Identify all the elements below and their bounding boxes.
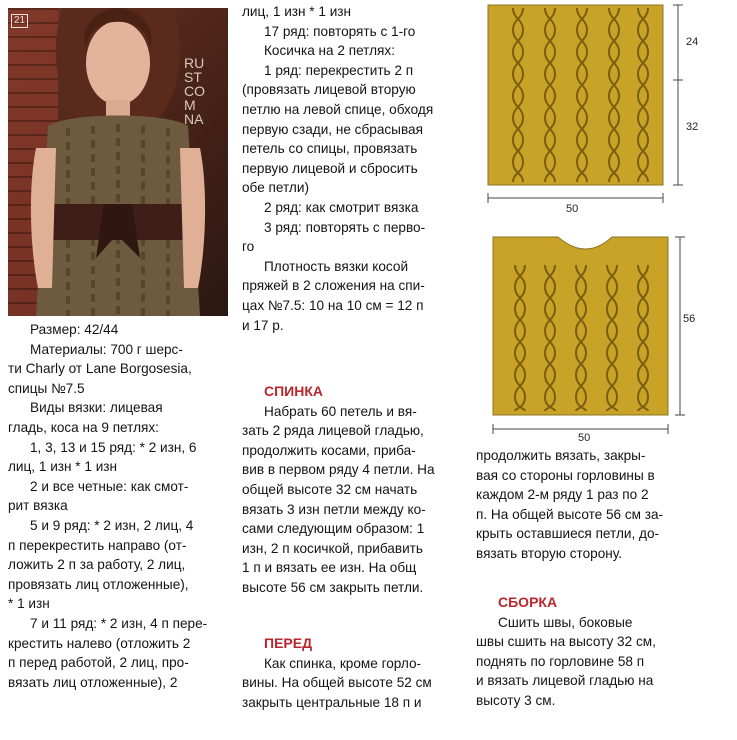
text-line: п перекрестить направо (от-: [8, 537, 187, 553]
text-line: Размер: 42/44: [30, 322, 119, 337]
text-line: 2 ряд: как смотрит вязка: [264, 199, 419, 215]
text-line: ложить 2 п за работу, 2 лиц,: [8, 557, 186, 573]
text-line: первую сзади, не сбрасывая: [242, 121, 423, 137]
text-line: Косичка на 2 петлях:: [264, 43, 395, 59]
text-line: п. На общей высоте 56 см за-: [476, 506, 664, 522]
text-line: 7 и 11 ряд: * 2 изн, 4 п пере-: [30, 615, 208, 631]
spinka-heading: СПИНКА: [264, 383, 324, 399]
text-line: вив в первом ряду 4 петли. На: [242, 462, 435, 478]
magazine-overlay-text: RU ST CO M NA: [184, 55, 205, 127]
text-line: вязать вторую сторону.: [476, 545, 623, 561]
text-line: высоте 56 см закрыть петли.: [242, 579, 424, 595]
text-line: 1 ряд: перекрестить 2 п: [264, 62, 414, 78]
text-line: ти Charly от Lane Borgosesia,: [8, 361, 192, 377]
front-height-label: 56: [683, 313, 696, 325]
text-line: вязать лиц отложенные), 2: [8, 674, 178, 690]
column-1: [8, 320, 228, 692]
model-photo: [8, 8, 228, 316]
back-width-label: 50: [566, 203, 579, 215]
text-line: * 1 изн: [8, 596, 50, 612]
text-line: крестить налево (отложить 2: [8, 635, 191, 651]
front-width-label: 50: [578, 432, 591, 444]
text-line: 5 и 9 ряд: * 2 изн, 2 лиц, 4: [30, 517, 194, 533]
text-line: зать 2 ряда лицевой гладью,: [242, 423, 424, 439]
text-line: продолжить вязать, закры-: [476, 448, 646, 463]
text-line: закрыть центральные 18 п и: [242, 694, 422, 710]
text-line: Как спинка, кроме горло-: [264, 655, 422, 671]
text-line: пряжей в 2 сложения на спи-: [242, 278, 425, 294]
text-line: гладь, коса на 9 петлях:: [8, 419, 159, 435]
sborka-heading: СБОРКА: [498, 594, 558, 610]
text-line: каждом 2-м ряду 1 раз по 2: [476, 487, 649, 503]
text-line: вязать 3 изн петли между ко-: [242, 501, 426, 517]
text-line: Материалы: 700 г шерс-: [30, 341, 183, 357]
front-schematic: [478, 225, 728, 447]
text-line: го: [242, 239, 255, 255]
back-schematic: [478, 0, 728, 220]
column-2: [242, 2, 462, 335]
page-number: 21: [11, 14, 28, 28]
text-line: поднять по горловине 58 п: [476, 653, 645, 669]
text-line: вины. На общей высоте 52 см: [242, 675, 432, 691]
text-line: 1 п и вязать ее изн. На общ: [242, 560, 417, 576]
text-line: рит вязка: [8, 498, 68, 514]
text-line: обе петли): [242, 180, 309, 196]
text-line: лиц, 1 изн * 1 изн: [242, 4, 352, 19]
text-line: цах №7.5: 10 на 10 см = 12 п: [242, 297, 424, 313]
text-line: Набрать 60 петель и вя-: [264, 403, 417, 419]
text-line: продолжить косами, приба-: [242, 442, 416, 458]
pered-section: [242, 634, 462, 712]
text-line: первую лицевой и сбросить: [242, 160, 418, 176]
text-line: вая со стороны горловины в: [476, 467, 655, 483]
column-3: [476, 446, 696, 564]
text-line: спицы №7.5: [8, 380, 85, 396]
back-top-height-label: 24: [686, 36, 699, 48]
text-line: высоту 3 см.: [476, 692, 556, 708]
text-line: крыть оставшиеся петли, до-: [476, 526, 660, 542]
text-line: петель со спицы, провязать: [242, 141, 418, 157]
text-line: общей высоте 32 см начать: [242, 481, 418, 497]
text-line: 1, 3, 13 и 15 ряд: * 2 изн, 6: [30, 439, 197, 455]
text-line: 3 ряд: повторять с перво-: [264, 219, 426, 235]
text-line: 17 ряд: повторять с 1-го: [264, 23, 416, 39]
text-line: Плотность вязки косой: [264, 258, 409, 274]
back-bottom-height-label: 32: [686, 121, 699, 133]
text-line: п перед работой, 2 лиц, про-: [8, 655, 189, 671]
text-line: провязать лиц отложенные),: [8, 576, 189, 592]
text-line: 2 и все четные: как смот-: [30, 478, 189, 494]
spinka-section: [242, 382, 462, 598]
pered-heading: ПЕРЕД: [264, 635, 313, 651]
sborka-section: [476, 593, 696, 711]
text-line: швы сшить на высоту 32 см,: [476, 634, 656, 650]
text-line: сами следующим образом: 1: [242, 521, 425, 537]
text-line: Виды вязки: лицевая: [30, 400, 163, 416]
text-line: и 17 р.: [242, 317, 284, 333]
text-line: Сшить швы, боковые: [498, 614, 633, 630]
text-line: (провязать лицевой вторую: [242, 82, 416, 98]
text-line: лиц, 1 изн * 1 изн: [8, 459, 118, 475]
text-line: изн, 2 п косичкой, прибавить: [242, 540, 423, 556]
text-line: петлю на левой спице, обходя: [242, 101, 434, 117]
text-line: и вязать лицевой гладью на: [476, 673, 654, 689]
